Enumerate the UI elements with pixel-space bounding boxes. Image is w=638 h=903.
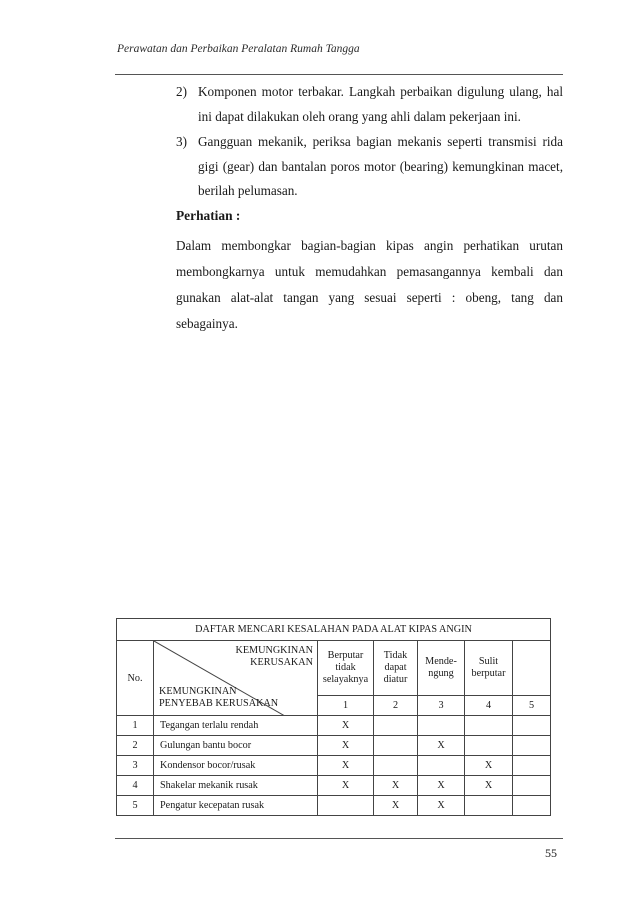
row-mark: X — [318, 756, 374, 776]
row-cause: Gulungan bantu bocor — [154, 736, 318, 756]
numbered-list — [176, 80, 563, 205]
list-item-number: 2) — [176, 84, 187, 99]
row-mark — [465, 716, 513, 736]
row-mark — [374, 736, 418, 756]
column-header: Berputar tidak selayaknya — [318, 641, 374, 696]
list-item — [176, 80, 563, 129]
row-mark: X — [318, 716, 374, 736]
row-mark — [465, 736, 513, 756]
table-row — [117, 796, 551, 816]
row-mark — [418, 716, 465, 736]
row-mark: X — [418, 736, 465, 756]
note-title: Perhatian : — [176, 208, 241, 223]
row-cause: Pengatur kecepatan rusak — [154, 796, 318, 816]
row-mark — [513, 776, 551, 796]
table-row — [117, 756, 551, 776]
row-mark: X — [374, 776, 418, 796]
row-mark — [513, 756, 551, 776]
table-row — [117, 716, 551, 736]
row-mark: X — [374, 796, 418, 816]
note-body: Dalam membongkar bagian-bagian kipas angin perhatikan urutan membongkarnya untuk memudahkan pemasangannya kembali dan gunakan alat-alat tangan yang sesuai seperti : obeng, tang dan sebagainya. — [176, 238, 563, 331]
row-mark — [374, 716, 418, 736]
row-mark — [318, 796, 374, 816]
row-mark — [513, 736, 551, 756]
diagonal-header-cell — [154, 641, 318, 716]
row-number: 1 — [117, 716, 154, 736]
row-mark: X — [418, 796, 465, 816]
row-number: 3 — [117, 756, 154, 776]
list-item-number: 3) — [176, 134, 187, 150]
row-cause: Shakelar mekanik rusak — [154, 776, 318, 796]
column-header: Mende- ngung — [418, 641, 465, 696]
column-number: 5 — [513, 696, 551, 716]
row-mark: X — [465, 776, 513, 796]
row-mark — [418, 756, 465, 776]
table-title: DAFTAR MENCARI KESALAHAN PADA ALAT KIPAS ANGIN — [117, 619, 551, 641]
row-mark — [374, 756, 418, 776]
footer-rule — [115, 838, 563, 839]
row-cause: Tegangan terlalu rendah — [154, 716, 318, 736]
page-number: 55 — [545, 846, 557, 860]
row-number: 2 — [117, 736, 154, 756]
column-number: 3 — [418, 696, 465, 716]
running-header: Perawatan dan Perbaikan Peralatan Rumah Tangga — [117, 43, 360, 55]
row-number: 5 — [117, 796, 154, 816]
column-number: 4 — [465, 696, 513, 716]
diag-bottom-label: KEMUNGKINAN PENYEBAB KERUSAKAN — [159, 686, 279, 709]
list-item-text: Komponen motor terbakar. Langkah perbaikan digulung ulang, hal ini dapat dilakukan oleh orang yang ahli dalam pekerjaan ini. — [198, 84, 563, 124]
row-cause: Kondensor bocor/rusak — [154, 756, 318, 776]
row-mark: X — [465, 756, 513, 776]
column-header: Sulit berputar — [465, 641, 513, 696]
table-row — [117, 736, 551, 756]
diag-top-label: KEMUNGKINAN KERUSAKAN — [235, 645, 313, 668]
row-mark — [513, 796, 551, 816]
row-mark: X — [318, 776, 374, 796]
column-number: 2 — [374, 696, 418, 716]
table-row — [117, 776, 551, 796]
column-number: 1 — [318, 696, 374, 716]
header-no: No. — [117, 641, 154, 716]
row-number: 4 — [117, 776, 154, 796]
row-mark: X — [318, 736, 374, 756]
row-mark — [465, 796, 513, 816]
header-rule — [115, 74, 563, 75]
list-item-text: Gangguan mekanik, periksa bagian mekanis seperti transmisi rida gigi (gear) dan bantalan poros motor (bearing) kemungkinan macet, berilah pelumasan. — [198, 134, 563, 199]
row-mark — [513, 716, 551, 736]
column-header — [513, 641, 551, 696]
troubleshooting-table — [116, 618, 551, 816]
list-item — [176, 130, 563, 204]
column-header: Tidak dapat diatur — [374, 641, 418, 696]
row-mark: X — [418, 776, 465, 796]
